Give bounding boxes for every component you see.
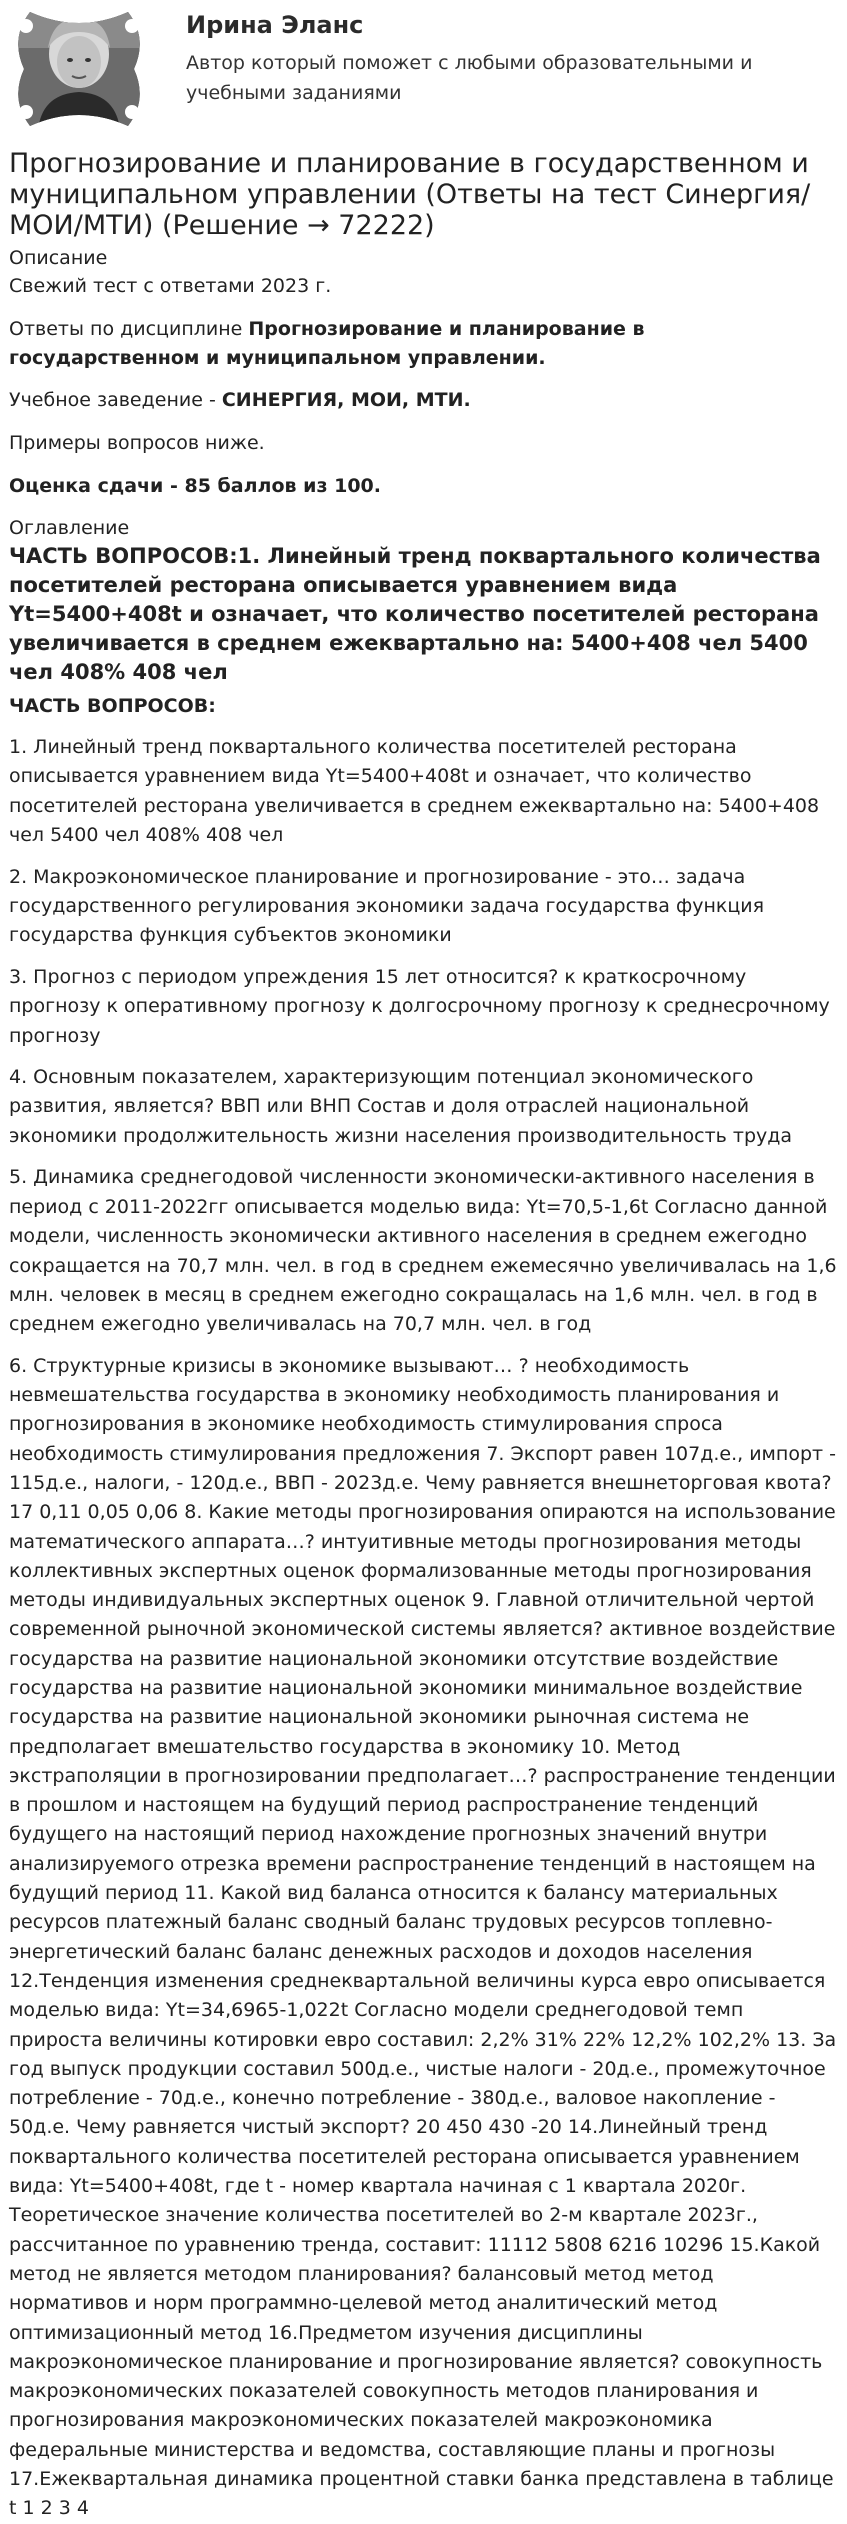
- grade-text: Оценка сдачи - 85 баллов из 100.: [9, 475, 381, 497]
- question-item: 1. Линейный тренд поквартального количества посетителей ресторана описывается уравнением вида Yt=5400+408t и означает, что количество посетителей ресторана увеличивается в среднем ежеквартально на: 5400+408 чел 5400 чел 408% 408 чел: [9, 736, 820, 847]
- author-name[interactable]: Ирина Эланс: [186, 11, 364, 39]
- toc-heading[interactable]: ЧАСТЬ ВОПРОСОВ:1. Линейный тренд поквартального количества посетителей ресторана описывается уравнением вида Yt=5400+408t и означает, что количество посетителей ресторана увеличивается в среднем ежеквартально на: 5400+408 чел 5400 чел 408% 408 чел: [9, 544, 821, 684]
- description-institution: [9, 386, 837, 415]
- author-description: Автор который поможет с любыми образовательными и учебными заданиями: [186, 52, 753, 104]
- questions-heading: ЧАСТЬ ВОПРОСОВ:: [9, 695, 216, 717]
- description-grade: [9, 472, 837, 501]
- product-title: Прогнозирование и планирование в государственном и муниципальном управлении (Ответы на тест Синергия/МОИ/МТИ) (Решение → 72222): [9, 148, 811, 241]
- discipline-name: Прогнозирование и планирование в государственном и муниципальном управлении.: [9, 318, 645, 369]
- discipline-prefix: Ответы по дисциплине: [9, 318, 249, 340]
- question-item: 2. Макроэкономическое планирование и прогнозирование - это… задача государственного регулирования экономики задача государства функция государства функция субъектов экономики: [9, 865, 765, 947]
- question-item: 3. Прогноз с периодом упреждения 15 лет относится? к краткосрочному прогнозу к оперативному прогнозу к долгосрочному прогнозу к среднесрочному прогнозу: [9, 965, 830, 1047]
- description-discipline: [9, 315, 837, 373]
- description-label: Описание: [9, 247, 108, 269]
- institution-name: СИНЕРГИЯ, МОИ, МТИ.: [221, 389, 471, 411]
- description-examples: Примеры вопросов ниже.: [9, 432, 265, 454]
- author-card: [0, 0, 847, 140]
- question-item: 5. Динамика среднегодовой численности экономически-активного населения в период с 2011-2022гг описывается моделью вида: Yt=70,5-1,6t Согласно данной модели, численность экономически активного населения в среднем ежегодно сокращается на 70,7 млн. чел. в год в среднем ежемесячно увеличивалась на 1,6 млн. человек в месяц в среднем ежегодно сокращалась на 1,6 млн. чел. в год в среднем ежегодно увеличивалась на 70,7 млн. чел. в год: [9, 1166, 837, 1336]
- toc-label: Оглавление: [9, 517, 130, 539]
- question-item: 4. Основным показателем, характеризующим потенциал экономического развития, является? ВВП или ВНП Состав и доля отраслей национальной экономики продолжительность жизни населения производительность труда: [9, 1066, 793, 1147]
- product-content: [9, 148, 837, 2524]
- description-fresh: Свежий тест с ответами 2023 г.: [9, 275, 332, 297]
- question-item: 6. Структурные кризисы в экономике вызывают… ? необходимость невмешательства государства в экономику необходимость планирования и прогнозирования в экономике необходимость стимулирования спроса необходимость стимулирования предложения 7. Экспорт равен 107д.е., импорт - 115д.е., налоги, - 120д.е., ВВП - 2023д.е. Чему равняется внешнеторговая квота? 17 0,11 0,05 0,06 8. Какие методы прогнозирования опираются на использование математического аппарата…? интуитивные методы прогнозирования методы коллективных экспертных оценок формализованные методы прогнозирования методы индивидуальных экспертных оценок 9. Главной отличительной чертой современной рыночной экономической системы является? активное воздействие государства на развитие национальной экономики отсутствие воздействие государства на развитие национальной экономики минимальное воздействие государства на развитие национальной экономики рыночная система не предполагает вмешательство государства в экономику 10. Метод экстраполяции в прогнозировании предполагает…? распространение тенденции в прошлом и настоящем на будущий период распространение тенденций будущего на настоящий период нахождение прогнозных значений внутри анализируемого отрезка времени распространение тенденций в настоящем на будущий период 11. Какой вид баланса относится к балансу материальных ресурсов платежный баланс сводный баланс трудовых ресурсов топлевно-энергетический баланс баланс денежных расходов и доходов населения 12.Тенденция изменения среднеквартальной величины курса евро описывается моделью вида: Yt=34,6965-1,022t Согласно модели среднегодовой темп прироста величины котировки евро составил: 2,2% 31% 22% 12,2% 102,2% 13. За год выпуск продукции составил 500д.е., чистые налоги - 20д.е., промежуточное потребление - 70д.е., конечно потребление - 380д.е., валовое накопление - 50д.е. Чему равняется чистый экспорт? 20 450 430 -20 14.Линейный тренд поквартального количества посетителей ресторана описывается уравнением вида: Yt=5400+408t, где t - номер квартала начиная с 1 квартала 2020г. Теоретическое значение количества посетителей во 2-м квартале 2023г., рассчитанное по уравнению тренда, составит: 11112 5808 6216 10296 15.Какой метод не является методом планирования? балансовый метод метод нормативов и норм программно-целевой метод аналитический метод оптимизационный метод 16.Предметом изучения дисциплины макроэкономическое планирование и прогнозирование является? совокупность макроэкономических показателей совокупность методов планирования и прогнозирования макроэкономических показателей макроэкономика федеральные министерства и ведомства, составляющие планы и прогнозы 17.Ежеквартальная динамика процентной ставки банка представлена в таблице t 1 2 3 4: [9, 1354, 837, 2520]
- author-avatar-photo[interactable]: [8, 8, 150, 130]
- institution-prefix: Учебное заведение -: [9, 389, 222, 411]
